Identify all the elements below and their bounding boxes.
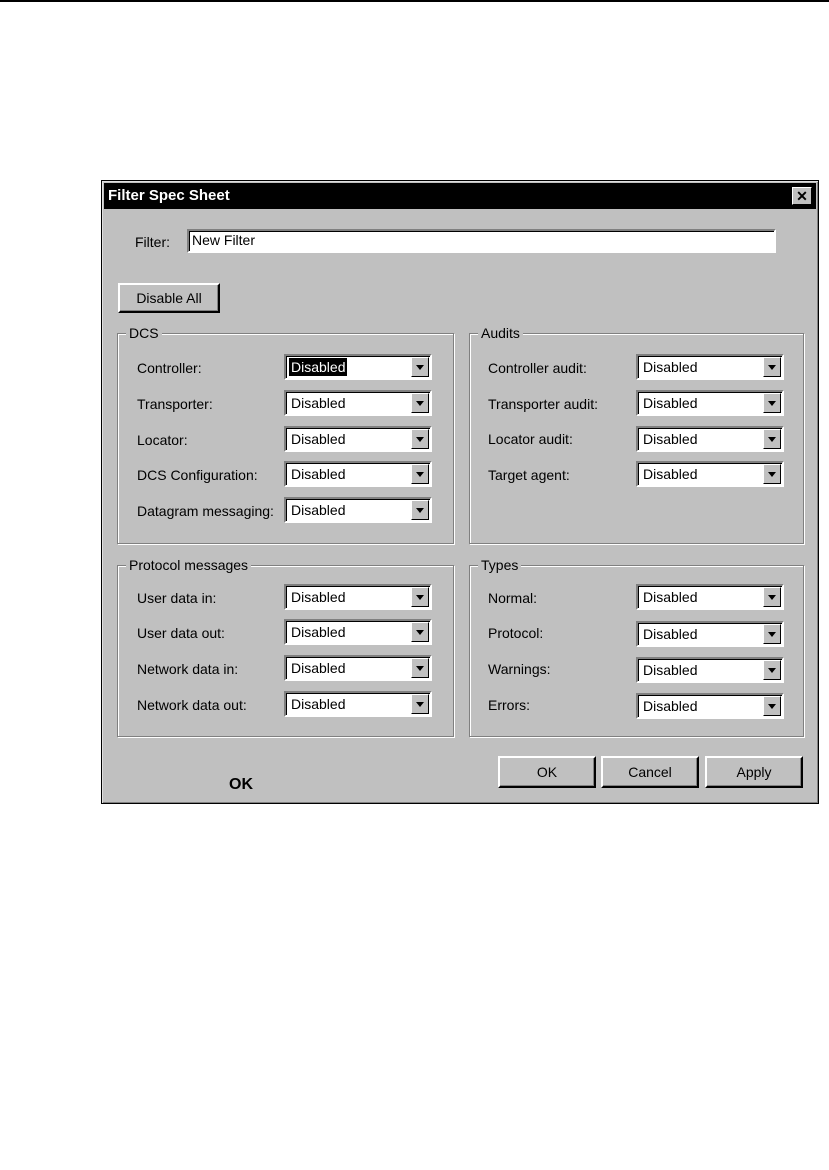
dcs-configuration-select[interactable] xyxy=(284,461,432,487)
locator-value: Disabled xyxy=(291,431,346,447)
transporter-value: Disabled xyxy=(291,395,346,411)
ok-reference-text: OK xyxy=(229,776,253,793)
dcs-configuration-value: Disabled xyxy=(291,466,346,482)
warnings-value: Disabled xyxy=(643,662,698,678)
user-data-out-label: User data out: xyxy=(137,625,225,641)
dropdown-arrow-icon[interactable] xyxy=(411,500,429,520)
transporter-audit-label: Transporter audit: xyxy=(488,396,598,412)
datagram-messaging-select[interactable] xyxy=(284,497,432,523)
errors-select[interactable] xyxy=(636,693,784,719)
cancel-button[interactable]: Cancel xyxy=(601,756,699,788)
controller-audit-value: Disabled xyxy=(643,359,698,375)
close-button[interactable] xyxy=(792,187,812,205)
dropdown-arrow-icon[interactable] xyxy=(411,587,429,607)
datagram-messaging-value: Disabled xyxy=(291,502,346,518)
controller-audit-label: Controller audit: xyxy=(488,360,587,376)
controller-audit-select[interactable] xyxy=(636,354,784,380)
audits-group-title: Audits xyxy=(478,324,523,342)
dropdown-arrow-icon[interactable] xyxy=(411,429,429,449)
target-agent-value: Disabled xyxy=(643,466,698,482)
controller-label: Controller: xyxy=(137,360,202,376)
controller-value: Disabled xyxy=(291,359,346,375)
dialog-title: Filter Spec Sheet xyxy=(108,187,230,204)
network-data-out-value: Disabled xyxy=(291,696,346,712)
user-data-in-value: Disabled xyxy=(291,589,346,605)
locator-audit-select[interactable] xyxy=(636,426,784,452)
dialog-titlebar xyxy=(104,183,816,209)
user-data-in-label: User data in: xyxy=(137,590,217,606)
controller-select[interactable] xyxy=(284,354,432,380)
warnings-select[interactable] xyxy=(636,657,784,683)
dropdown-arrow-icon[interactable] xyxy=(763,429,781,449)
protocol-group-title: Protocol messages xyxy=(126,556,251,574)
normal-select[interactable] xyxy=(636,584,784,610)
dropdown-arrow-icon[interactable] xyxy=(411,357,429,377)
filter-label: Filter: xyxy=(135,234,170,250)
normal-label: Normal: xyxy=(488,590,538,606)
page-top-rule xyxy=(0,0,829,2)
network-data-in-select[interactable] xyxy=(284,655,432,681)
locator-audit-value: Disabled xyxy=(643,431,698,447)
dropdown-arrow-icon[interactable] xyxy=(763,624,781,644)
filter-spec-dialog xyxy=(101,180,819,804)
locator-label: Locator: xyxy=(137,432,188,448)
transporter-audit-select[interactable] xyxy=(636,390,784,416)
errors-value: Disabled xyxy=(643,698,698,714)
dropdown-arrow-icon[interactable] xyxy=(763,587,781,607)
datagram-messaging-label: Datagram messaging: xyxy=(137,503,274,519)
apply-button[interactable]: Apply xyxy=(705,756,803,788)
network-data-in-value: Disabled xyxy=(291,660,346,676)
network-data-out-label: Network data out: xyxy=(137,697,247,713)
dropdown-arrow-icon[interactable] xyxy=(411,393,429,413)
close-icon: ✕ xyxy=(796,188,808,204)
dropdown-arrow-icon[interactable] xyxy=(763,393,781,413)
errors-label: Errors: xyxy=(488,697,530,713)
dropdown-arrow-icon[interactable] xyxy=(763,696,781,716)
ok-button[interactable]: OK xyxy=(498,756,596,788)
types-group-title: Types xyxy=(478,556,521,574)
dropdown-arrow-icon[interactable] xyxy=(411,464,429,484)
dropdown-arrow-icon[interactable] xyxy=(763,357,781,377)
network-data-in-label: Network data in: xyxy=(137,661,239,677)
filter-name-input[interactable]: New Filter xyxy=(187,229,776,253)
dcs-configuration-label: DCS Configuration: xyxy=(137,467,258,483)
target-agent-label: Target agent: xyxy=(488,467,570,483)
dropdown-arrow-icon[interactable] xyxy=(411,622,429,642)
protocol-value: Disabled xyxy=(643,626,698,642)
transporter-audit-value: Disabled xyxy=(643,395,698,411)
transporter-select[interactable] xyxy=(284,390,432,416)
user-data-out-value: Disabled xyxy=(291,624,346,640)
normal-value: Disabled xyxy=(643,589,698,605)
disable-all-button[interactable]: Disable All xyxy=(118,283,220,313)
dropdown-arrow-icon[interactable] xyxy=(411,694,429,714)
dropdown-arrow-icon[interactable] xyxy=(763,464,781,484)
protocol-label: Protocol: xyxy=(488,625,544,641)
user-data-out-select[interactable] xyxy=(284,619,432,645)
protocol-select[interactable] xyxy=(636,621,784,647)
transporter-label: Transporter: xyxy=(137,396,213,412)
dropdown-arrow-icon[interactable] xyxy=(763,660,781,680)
dropdown-arrow-icon[interactable] xyxy=(411,658,429,678)
locator-select[interactable] xyxy=(284,426,432,452)
user-data-in-select[interactable] xyxy=(284,584,432,610)
warnings-label: Warnings: xyxy=(488,661,551,677)
dcs-group-title: DCS xyxy=(126,324,162,342)
target-agent-select[interactable] xyxy=(636,461,784,487)
locator-audit-label: Locator audit: xyxy=(488,431,573,447)
network-data-out-select[interactable] xyxy=(284,691,432,717)
